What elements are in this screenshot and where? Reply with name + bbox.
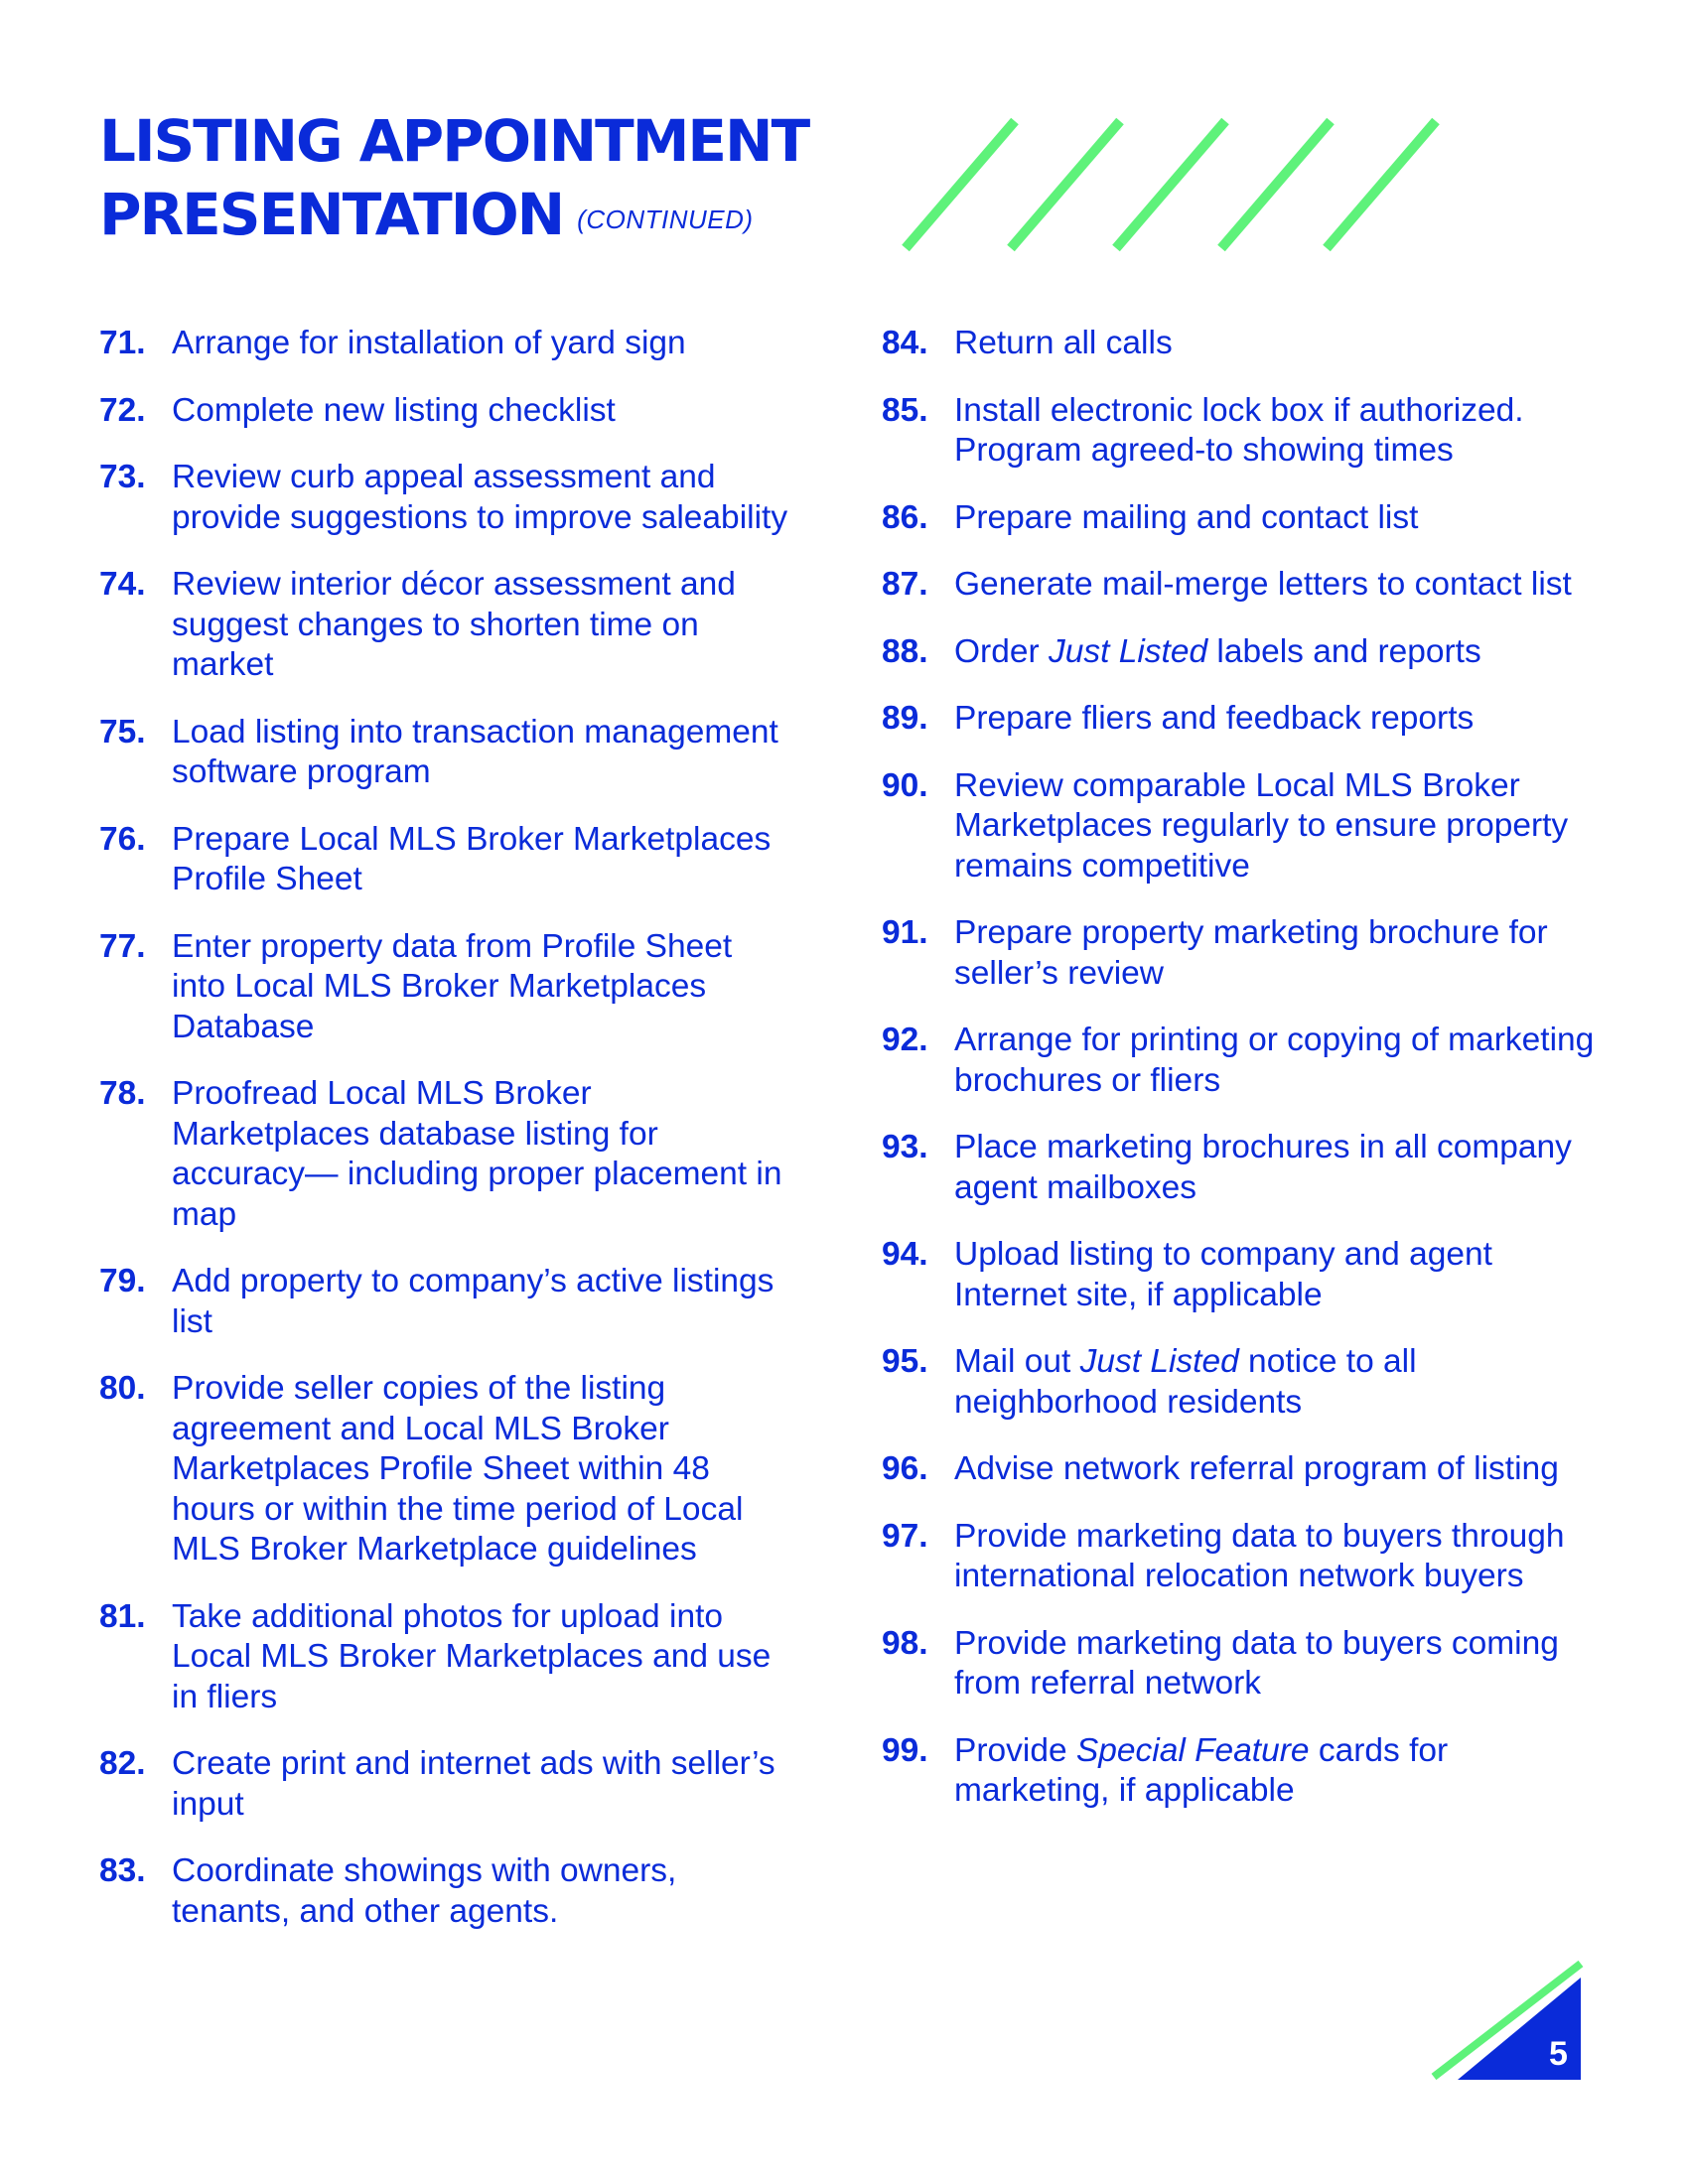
item-number: 79. <box>99 1263 146 1299</box>
item-text: Complete new listing checklist <box>172 391 616 429</box>
item-number: 71. <box>99 325 146 361</box>
checklist-item <box>882 565 1597 606</box>
item-number: 86. <box>882 498 928 536</box>
item-text: Provide seller copies of the listing agreement and Local MLS Broker Marketplaces Profile Sheet within 48 hours or within the time period of Local MLS Broker Marketplace guidelines <box>172 1370 744 1568</box>
item-number: 75. <box>99 713 146 751</box>
checklist-item <box>882 1342 1597 1423</box>
checklist-item <box>99 1597 794 1718</box>
item-number: 82. <box>99 1745 146 1782</box>
item-number: 96. <box>882 1450 928 1487</box>
item-text <box>954 1342 1597 1423</box>
title-line-1: LISTING APPOINTMENT <box>99 107 809 175</box>
checklist-item <box>99 565 794 686</box>
item-text: Prepare fliers and feedback reports <box>954 700 1475 737</box>
item-number: 95. <box>882 1343 928 1380</box>
decorative-stripes-icon <box>894 114 1450 253</box>
item-number: 72. <box>99 391 146 429</box>
item-number: 87. <box>882 566 928 603</box>
checklist-item <box>99 1262 794 1342</box>
item-text: Prepare property marketing brochure for seller’s review <box>954 914 1548 992</box>
item-number: 81. <box>99 1597 146 1635</box>
item-text: Review interior décor assessment and suggest changes to shorten time on market <box>172 566 736 683</box>
item-text: Return all calls <box>954 325 1173 361</box>
checklist-item <box>882 766 1597 887</box>
item-text: Review curb appeal assessment and provide suggestions to improve saleability <box>172 459 788 536</box>
checklist-item <box>882 699 1597 740</box>
item-text: Install electronic lock box if authorized. Program agreed-to showing times <box>954 391 1524 469</box>
checklist-item <box>882 1624 1597 1705</box>
left-checklist-column <box>99 324 794 1959</box>
item-number: 78. <box>99 1075 146 1112</box>
item-text: Advise network referral program of listing <box>954 1450 1559 1487</box>
item-text-post: cards for marketing, if applicable <box>954 1731 1449 1809</box>
checklist-item <box>882 1449 1597 1490</box>
item-text-emphasis: Special Feature <box>1075 1731 1310 1769</box>
checklist-item <box>882 391 1597 472</box>
item-number: 90. <box>882 766 928 804</box>
item-text-pre: Provide <box>954 1731 1076 1769</box>
item-text: Load listing into transaction management software program <box>172 713 778 790</box>
item-text: Prepare mailing and contact list <box>954 498 1419 536</box>
checklist-item <box>882 913 1597 994</box>
page-corner-triangle-icon <box>1430 1956 1599 2085</box>
checklist-item <box>882 1731 1597 1812</box>
item-text <box>954 1731 1597 1812</box>
item-number: 83. <box>99 1852 146 1889</box>
right-checklist-column <box>882 324 1597 1839</box>
item-number: 84. <box>882 325 928 361</box>
item-text <box>954 632 1597 673</box>
item-text: Prepare Local MLS Broker Marketplaces Profile Sheet <box>172 820 772 897</box>
item-number: 94. <box>882 1236 928 1273</box>
checklist-item <box>882 498 1597 539</box>
item-text-post: notice to all neighborhood residents <box>954 1343 1417 1421</box>
item-number: 89. <box>882 700 928 737</box>
checklist-item <box>882 1021 1597 1101</box>
item-text: Enter property data from Profile Sheet into Local MLS Broker Marketplaces Database <box>172 927 733 1045</box>
item-number: 98. <box>882 1624 928 1662</box>
item-text: Provide marketing data to buyers coming from referral network <box>954 1624 1559 1702</box>
item-number: 76. <box>99 820 146 858</box>
checklist-item <box>99 1851 794 1932</box>
item-text: Upload listing to company and agent Internet site, if applicable <box>954 1236 1492 1313</box>
checklist-item <box>882 632 1597 673</box>
item-text: Coordinate showings with owners, tenants, and other agents. <box>172 1852 677 1930</box>
checklist-item <box>99 1744 794 1825</box>
item-text: Proofread Local MLS Broker Marketplaces database listing for accuracy— including proper placement in map <box>172 1075 782 1233</box>
item-number: 92. <box>882 1022 928 1058</box>
item-number: 85. <box>882 391 928 429</box>
item-text: Arrange for printing or copying of marketing brochures or fliers <box>954 1022 1595 1099</box>
checklist-item <box>99 1074 794 1235</box>
title-line-2-text: PRESENTATION <box>99 181 564 248</box>
checklist-item <box>99 820 794 900</box>
continued-label: (CONTINUED) <box>577 205 754 234</box>
checklist-item <box>882 324 1597 364</box>
item-text-emphasis: Just Listed <box>1048 632 1208 670</box>
page-title <box>99 104 808 256</box>
item-text: Provide marketing data to buyers through international relocation network buyers <box>954 1517 1565 1594</box>
item-number: 99. <box>882 1731 928 1769</box>
item-text-pre: Mail out <box>954 1343 1080 1380</box>
item-number: 77. <box>99 927 146 965</box>
item-text: Review comparable Local MLS Broker Marketplaces regularly to ensure property remains competitive <box>954 766 1569 885</box>
item-number: 73. <box>99 459 146 495</box>
item-text-emphasis: Just Listed <box>1079 1343 1239 1380</box>
item-text: Place marketing brochures in all company agent mailboxes <box>954 1129 1572 1206</box>
checklist-item <box>882 1235 1597 1315</box>
item-number: 93. <box>882 1129 928 1165</box>
item-text: Take additional photos for upload into Local MLS Broker Marketplaces and use in fliers <box>172 1597 772 1715</box>
title-line-2 <box>99 178 808 256</box>
checklist-item <box>882 1128 1597 1208</box>
checklist-item <box>99 927 794 1048</box>
checklist-item <box>882 1517 1597 1597</box>
checklist-item <box>99 391 794 432</box>
checklist-item <box>99 1369 794 1570</box>
item-text: Create print and internet ads with seller’s input <box>172 1745 775 1823</box>
item-text-post: labels and reports <box>1207 632 1481 670</box>
checklist-item <box>99 458 794 538</box>
checklist-item <box>99 324 794 364</box>
item-text: Generate mail-merge letters to contact list <box>954 566 1572 603</box>
item-text: Add property to company’s active listings list <box>172 1263 774 1340</box>
item-number: 97. <box>882 1517 928 1555</box>
page-number: 5 <box>1549 2035 1568 2073</box>
checklist-item <box>99 713 794 793</box>
item-number: 80. <box>99 1370 146 1407</box>
item-number: 74. <box>99 566 146 603</box>
item-number: 91. <box>882 914 928 951</box>
item-text-pre: Order <box>954 632 1049 670</box>
item-text: Arrange for installation of yard sign <box>172 325 686 361</box>
item-number: 88. <box>882 632 928 670</box>
